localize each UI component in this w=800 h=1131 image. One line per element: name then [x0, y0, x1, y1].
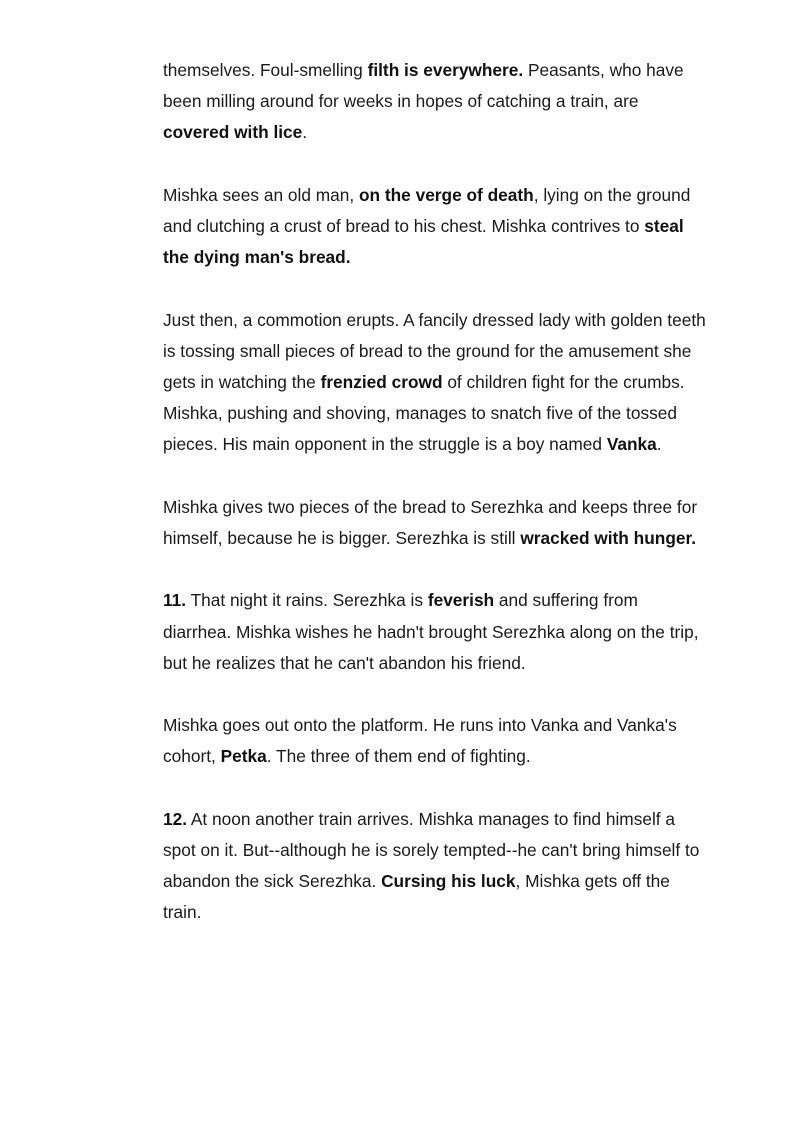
paragraph — [163, 492, 708, 554]
bold-text: filth is everywhere. — [367, 60, 524, 80]
bold-text: Cursing his luck — [381, 871, 516, 892]
text-run: . — [302, 122, 308, 143]
text-run: Mishka goes out onto the platform. He runs into Vanka and Vanka's cohort, — [163, 715, 677, 767]
bold-text: feverish — [427, 590, 495, 611]
bold-text: wracked with hunger. — [520, 528, 697, 548]
bold-text: frenzied crowd — [320, 372, 443, 392]
text-run: At noon another train arrives. Mishka manages to find himself a spot on it. But--although he is sorely tempted--he can't bring himself to abandon the sick Serezhka. — [163, 808, 700, 892]
text-run: Just then, a commotion erupts. A fancily dressed lady with golden teeth is tossing small pieces of bread to the ground for the amusement she gets in watching the — [163, 309, 706, 392]
bold-text: Vanka — [606, 434, 657, 455]
document-page — [163, 55, 708, 960]
bold-text: steal the dying man's bread. — [163, 216, 684, 268]
bold-text: covered with lice — [163, 122, 303, 143]
text-run: themselves. Foul-smelling — [163, 60, 368, 80]
text-run: of children fight for the crumbs. Mishka, pushing and shoving, manages to snatch five of the tossed pieces. His main opponent in the struggle is a boy named — [163, 372, 685, 455]
text-run: , Mishka gets off the train. — [163, 871, 670, 923]
text-run: and suffering from diarrhea. Mishka wishes he hadn't brought Serezhka along on the trip, but he realizes that he can't abandon his friend. — [163, 590, 699, 673]
text-run: That night it rains. Serezhka is — [186, 590, 428, 611]
bold-text: on the verge of death — [358, 184, 534, 205]
text-run: Mishka sees an old man, — [163, 184, 359, 205]
bold-text: Petka — [220, 746, 267, 767]
paragraph — [163, 305, 708, 461]
text-run: . — [656, 434, 662, 455]
section-number: 12. — [163, 808, 188, 829]
paragraph — [163, 710, 708, 772]
text-run: Mishka gives two pieces of the bread to Serezhka and keeps three for himself, because he is bigger. Serezhka is still — [163, 496, 698, 548]
text-run: , lying on the ground and clutching a crust of bread to his chest. Mishka contrives to — [163, 184, 691, 236]
paragraph — [163, 55, 708, 149]
section-number: 11. — [163, 590, 187, 611]
paragraph — [163, 180, 708, 274]
paragraph — [163, 804, 708, 929]
text-run: . The three of them end of fighting. — [266, 746, 531, 767]
paragraph — [163, 585, 708, 679]
text-run: Peasants, who have been milling around for weeks in hopes of catching a train, are — [163, 60, 684, 112]
